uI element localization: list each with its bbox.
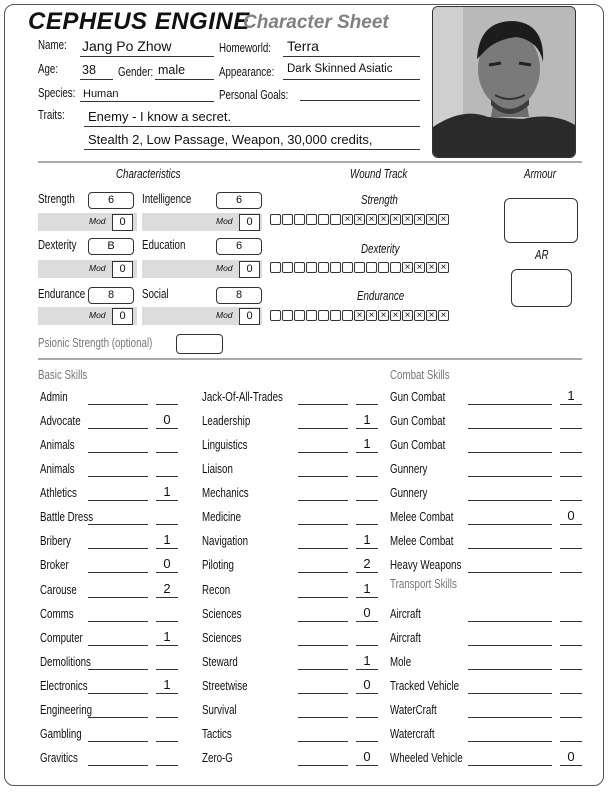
trait-underline-1 [84,126,420,127]
skill-name: Aircraft [390,630,421,645]
skill-value-underline [156,476,178,477]
homeworld-value[interactable]: Terra [287,38,319,54]
mod-label: Mod [89,310,106,320]
appearance-value[interactable]: Dark Skinned Asiatic [287,63,393,75]
traits-label: Traits: [38,108,65,122]
basic-skills-heading: Basic Skills [38,368,88,382]
skill-name: Gun Combat [390,414,446,429]
skill-underline [298,717,348,718]
skill-name: Survival [202,702,237,717]
gender-label: Gender: [118,65,154,79]
skill-underline [468,645,552,646]
wound-box[interactable] [390,262,401,273]
skill-value-underline [356,597,378,598]
skill-name: Advocate [40,414,81,429]
skill-value[interactable]: 0 [363,604,371,620]
stat-education-label: Education [142,238,186,252]
wound-box-crossed[interactable]: × [414,262,425,273]
wound-box[interactable] [330,310,341,321]
skill-underline [468,717,552,718]
skill-value-underline [356,717,378,718]
wound-box[interactable] [318,262,329,273]
wound-track-strength [270,214,449,225]
skill-underline [88,452,148,453]
skill-underline [468,500,552,501]
skill-value-underline [156,428,178,429]
skill-underline [88,404,148,405]
skill-name: Leadership [202,414,251,429]
skill-value-underline [560,548,582,549]
skill-value[interactable]: 1 [363,580,371,596]
stat-strength-mod[interactable]: 0 [112,214,133,231]
skill-underline [88,500,148,501]
skill-underline [298,597,348,598]
wound-box-crossed[interactable]: × [426,310,437,321]
wound-box[interactable] [294,262,305,273]
skill-value-underline [560,669,582,670]
skill-value-underline [356,404,378,405]
homeworld-underline [283,56,420,57]
skill-name: Gun Combat [390,438,446,453]
skill-name: Gunnery [390,486,428,501]
skill-value-underline [356,669,378,670]
skill-name: Battle Dress [40,510,94,525]
skill-value[interactable]: 0 [567,749,575,765]
skill-value-underline [356,572,378,573]
skill-name: Mechanics [202,486,249,501]
wound-box[interactable] [354,262,365,273]
skill-value-underline [156,524,178,525]
skill-value[interactable]: 1 [163,628,171,644]
stat-intelligence-value[interactable]: 6 [216,192,262,209]
skill-name: Tracked Vehicle [390,678,460,693]
stat-dexterity-mod[interactable]: 0 [112,261,133,278]
trait-underline-2 [84,149,420,150]
skill-name: Athletics [40,486,77,501]
skill-value-underline [156,717,178,718]
wound-box-crossed[interactable]: × [402,214,413,225]
skill-value-underline [356,621,378,622]
skill-underline [298,741,348,742]
stat-strength-value[interactable]: 6 [88,192,134,209]
stat-strength-label: Strength [38,192,75,206]
wound-dexterity-label: Dexterity [361,242,400,256]
wound-box[interactable] [318,214,329,225]
skill-value-underline [156,548,178,549]
skill-value[interactable]: 0 [363,676,371,692]
mod-label: Mod [216,263,233,273]
skill-underline [298,693,348,694]
skill-underline [468,621,552,622]
skill-name: Wheeled Vehicle [390,751,463,766]
skill-underline [468,452,552,453]
skill-underline [88,669,148,670]
skill-value-underline [156,669,178,670]
skill-underline [468,548,552,549]
wound-box[interactable] [270,214,281,225]
wound-box-crossed[interactable]: × [390,310,401,321]
skill-underline [88,597,148,598]
wound-box[interactable] [282,262,293,273]
wound-box[interactable] [282,310,293,321]
skill-name: Comms [40,606,74,621]
skill-name: Sciences [202,606,242,621]
wound-box[interactable] [330,262,341,273]
species-underline [80,101,214,102]
skill-name: Heavy Weapons [390,558,462,573]
mod-label: Mod [216,310,233,320]
skill-value-underline [560,428,582,429]
skill-value-underline [156,597,178,598]
trait-line-1[interactable]: Enemy - I know a secret. [88,109,232,124]
skill-value-underline [156,572,178,573]
stat-endurance-mod[interactable]: 0 [112,308,133,325]
wound-box[interactable] [318,310,329,321]
skill-value-underline [156,404,178,405]
skill-underline [468,669,552,670]
skill-underline [88,524,148,525]
skill-name: Admin [40,390,68,404]
wound-box-crossed[interactable]: × [438,262,449,273]
wound-track-endurance [270,310,449,321]
skill-value-underline [156,693,178,694]
skill-name: Medicine [202,510,242,525]
section-divider-2 [38,358,582,360]
skill-underline [88,765,148,766]
skill-underline [298,669,348,670]
skill-value-underline [356,500,378,501]
skill-value-underline [356,693,378,694]
skill-name: Liaison [202,462,233,477]
skill-underline [468,404,552,405]
skill-value[interactable]: 1 [567,388,575,403]
stat-social-mod[interactable]: 0 [239,308,260,325]
wound-box[interactable] [294,214,305,225]
wound-box[interactable] [330,214,341,225]
age-underline [80,79,113,80]
skill-underline [298,621,348,622]
skill-underline [468,524,552,525]
skill-value-underline [560,572,582,573]
skill-value-underline [156,645,178,646]
skill-name: Gun Combat [390,390,446,404]
ar-label: AR [535,248,549,262]
wound-box[interactable] [294,310,305,321]
wound-strength-label: Strength [361,193,398,207]
stat-intelligence-label: Intelligence [142,192,192,206]
wound-box[interactable] [306,310,317,321]
skill-value-underline [560,741,582,742]
skill-name: Electronics [40,678,88,693]
skill-name: Bribery [40,534,71,549]
gender-value[interactable]: male [158,63,186,77]
skill-name: Engineering [40,702,93,717]
stat-endurance-label: Endurance [38,287,86,301]
skill-value-underline [356,452,378,453]
skill-value[interactable]: 1 [363,436,371,452]
skill-name: Broker [40,558,69,573]
skill-value[interactable]: 0 [567,508,575,524]
skill-name: Tactics [202,726,232,741]
wound-endurance-label: Endurance [357,289,405,303]
skill-value-underline [560,765,582,766]
skill-name: Zero-G [202,751,233,766]
skill-value[interactable]: 1 [363,532,371,548]
age-label: Age: [38,62,59,76]
portrait-icon [433,7,575,157]
wound-box-crossed[interactable]: × [378,310,389,321]
species-label: Species: [38,86,76,100]
skill-name: WaterCraft [390,702,437,717]
wound-box[interactable] [378,262,389,273]
skill-name: Melee Combat [390,510,454,525]
skill-value-underline [560,693,582,694]
skill-value-underline [156,741,178,742]
armour-heading: Armour [524,167,556,181]
wound-box-crossed[interactable]: × [342,214,353,225]
skill-value[interactable]: 1 [363,412,371,428]
psionic-label: Psionic Strength (optional) [38,336,153,350]
skill-value[interactable]: 0 [163,556,171,572]
skill-value-underline [356,428,378,429]
wound-box-crossed[interactable]: × [426,214,437,225]
skill-underline [88,621,148,622]
wound-box-crossed[interactable]: × [354,310,365,321]
section-divider-1 [38,161,582,163]
skill-value-underline [560,476,582,477]
wound-box-crossed[interactable]: × [354,214,365,225]
psionic-value[interactable] [176,334,223,354]
skill-value-underline [356,645,378,646]
stat-social-value[interactable]: 8 [216,287,262,304]
skill-underline [88,572,148,573]
wound-box[interactable] [270,310,281,321]
skill-value[interactable]: 0 [163,412,171,428]
wound-box-crossed[interactable]: × [438,310,449,321]
ar-box[interactable] [511,269,572,307]
wound-box[interactable] [342,262,353,273]
skill-value-underline [356,548,378,549]
appearance-underline [283,79,420,80]
wound-box-crossed[interactable]: × [378,214,389,225]
wound-box-crossed[interactable]: × [402,310,413,321]
wound-box[interactable] [306,262,317,273]
skill-name: Linguistics [202,438,248,453]
skill-name: Streetwise [202,678,248,693]
skill-underline [298,476,348,477]
skill-name: Animals [40,462,75,477]
skill-value[interactable]: 0 [363,749,371,765]
skill-underline [298,500,348,501]
skill-value-underline [356,765,378,766]
skill-underline [88,645,148,646]
skill-value-underline [156,621,178,622]
sheet-subtitle: Character Sheet [243,12,389,33]
skill-underline [88,428,148,429]
skill-name: Jack-Of-All-Trades [202,390,283,404]
skill-underline [88,476,148,477]
skill-underline [88,717,148,718]
goals-label: Personal Goals: [219,88,289,102]
wound-box-crossed[interactable]: × [390,214,401,225]
stat-dexterity-value[interactable]: B [88,238,134,255]
skill-value-underline [560,404,582,405]
skill-name: Computer [40,630,83,645]
skill-underline [88,741,148,742]
appearance-label: Appearance: [219,65,275,79]
wound-box[interactable] [270,262,281,273]
skill-name: Recon [202,582,231,597]
skill-value-underline [156,452,178,453]
mod-label: Mod [89,216,106,226]
skill-underline [298,524,348,525]
skill-value-underline [156,500,178,501]
skill-value-underline [560,717,582,718]
gender-underline [155,79,214,80]
skill-value-underline [560,524,582,525]
age-value[interactable]: 38 [82,63,96,77]
skill-underline [468,693,552,694]
skill-value[interactable]: 1 [163,676,171,692]
skill-name: Melee Combat [390,534,454,549]
skill-name: Steward [202,654,238,669]
skill-name: Navigation [202,534,249,549]
skill-underline [88,693,148,694]
skill-value-underline [560,645,582,646]
skill-underline [468,741,552,742]
armour-box[interactable] [504,198,578,243]
skill-name: Sciences [202,630,242,645]
skill-value-underline [356,476,378,477]
skill-name: Animals [40,438,75,453]
wound-box-crossed[interactable]: × [402,262,413,273]
skill-underline [88,548,148,549]
skill-value[interactable]: 2 [363,556,371,572]
transport-skills-heading: Transport Skills [390,576,457,591]
skill-value[interactable]: 1 [163,484,171,500]
mod-label: Mod [89,263,106,273]
homeworld-label: Homeworld: [219,41,272,55]
wound-track-heading: Wound Track [350,167,408,181]
skill-value[interactable]: 1 [163,532,171,548]
skill-value[interactable]: 1 [363,652,371,668]
skill-value[interactable]: 2 [163,580,171,596]
mod-label: Mod [216,216,233,226]
skill-name: Mole [390,654,412,669]
stat-dexterity-label: Dexterity [38,238,77,252]
wound-box-crossed[interactable]: × [414,310,425,321]
skill-name: Watercraft [390,726,435,741]
species-value[interactable]: Human [83,88,119,100]
skill-underline [298,452,348,453]
skill-underline [298,548,348,549]
name-label: Name: [38,38,67,52]
stat-education-mod[interactable]: 0 [239,261,260,278]
skill-name: Demolitions [40,654,91,669]
skill-underline [468,765,552,766]
name-value[interactable]: Jang Po Zhow [82,38,172,54]
skill-underline [298,645,348,646]
trait-line-2[interactable]: Stealth 2, Low Passage, Weapon, 30,000 credits, [88,132,373,147]
skill-underline [298,428,348,429]
skill-value-underline [560,500,582,501]
combat-skills-heading: Combat Skills [390,368,450,382]
stat-education-value[interactable]: 6 [216,238,262,255]
characteristics-heading: Characteristics [116,167,181,181]
wound-box-crossed[interactable]: × [426,262,437,273]
skill-name: Gravitics [40,751,78,766]
wound-box[interactable] [306,214,317,225]
wound-box[interactable] [366,262,377,273]
wound-box-crossed[interactable]: × [366,214,377,225]
skill-underline [468,428,552,429]
skill-underline [298,572,348,573]
skill-underline [468,572,552,573]
skill-name: Gambling [40,726,82,741]
wound-box-crossed[interactable]: × [366,310,377,321]
wound-box[interactable] [282,214,293,225]
wound-box[interactable] [342,310,353,321]
goals-underline [300,100,420,101]
portrait-photo [432,6,576,158]
skill-underline [298,404,348,405]
wound-box-crossed[interactable]: × [414,214,425,225]
skill-value-underline [356,741,378,742]
skill-name: Aircraft [390,606,421,621]
skill-name: Carouse [40,582,77,597]
skill-underline [468,476,552,477]
skill-underline [298,765,348,766]
skill-value-underline [560,621,582,622]
stat-endurance-value[interactable]: 8 [88,287,134,304]
name-underline [80,56,214,57]
skill-value-underline [356,524,378,525]
skill-name: Piloting [202,558,234,573]
skill-name: Gunnery [390,462,428,477]
wound-track-dexterity [270,262,449,273]
stat-social-label: Social [142,287,169,301]
stat-intelligence-mod[interactable]: 0 [239,214,260,231]
skill-value-underline [156,765,178,766]
skill-value-underline [560,452,582,453]
sheet-title: CEPHEUS ENGINE [28,8,250,35]
wound-box-crossed[interactable]: × [438,214,449,225]
